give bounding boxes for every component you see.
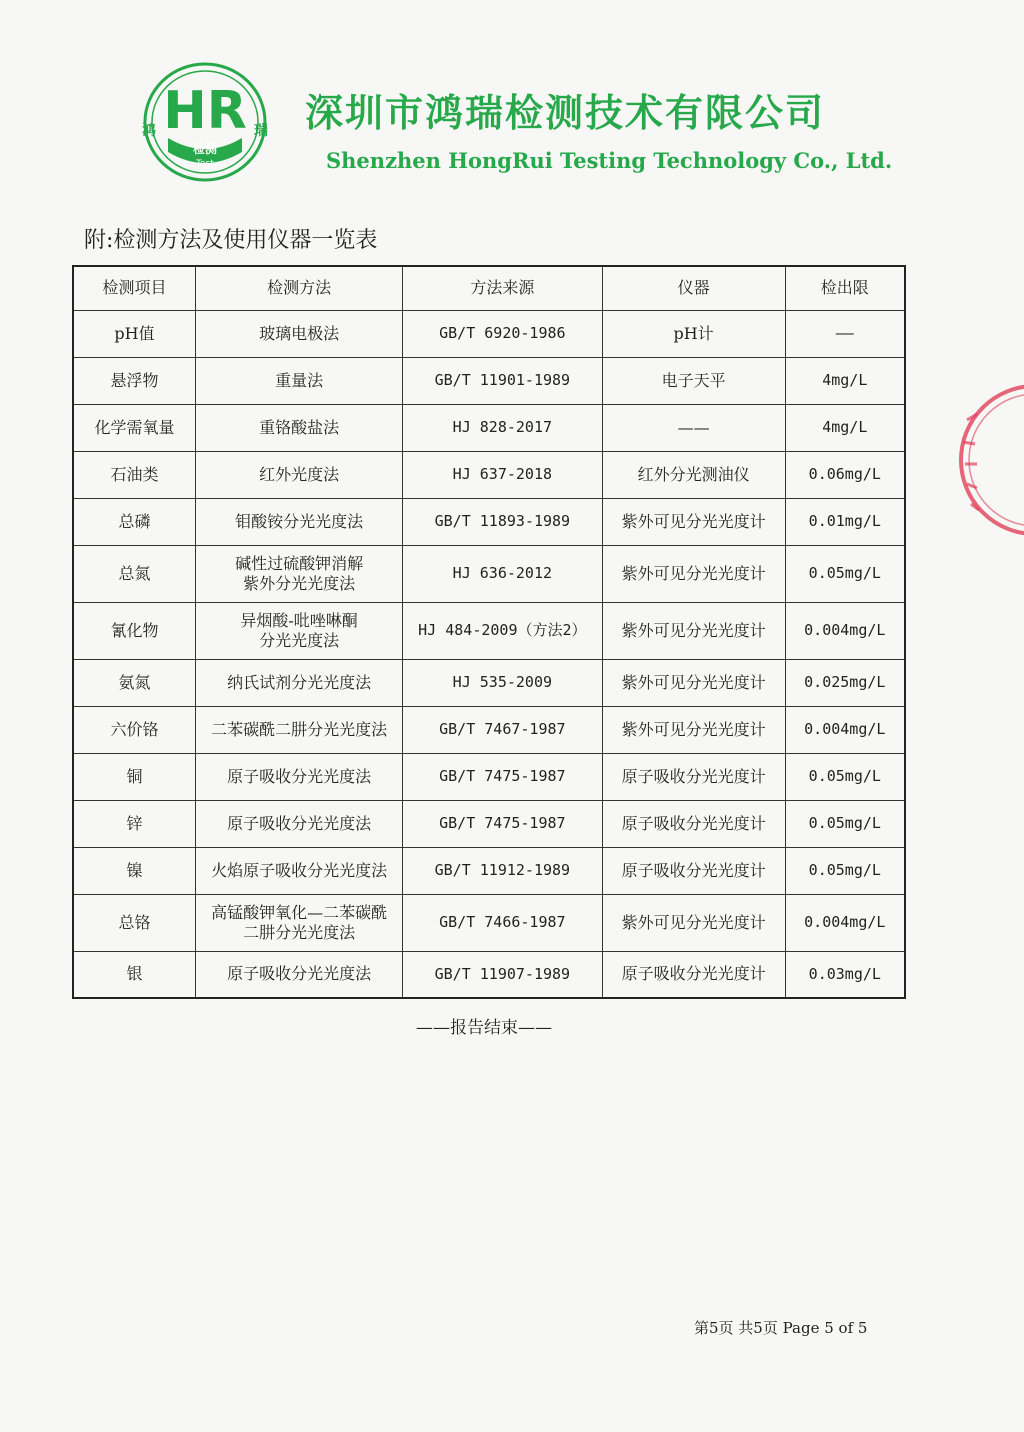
company-name-cn: 深圳市鸿瑞检测技术有限公司 [305, 91, 826, 135]
cell-method: 重量法 [196, 357, 403, 404]
cell-source: GB/T 7475-1987 [403, 800, 602, 847]
company-logo [130, 60, 280, 185]
cell-limit: 4mg/L [785, 357, 905, 404]
table-row [73, 706, 905, 753]
cell-item: 石油类 [73, 451, 196, 498]
company-name-en: Shenzhen HongRui Testing Technology Co., Ltd. [326, 148, 893, 173]
cell-instrument: 原子吸收分光光度计 [602, 753, 785, 800]
table-header-row [73, 266, 905, 310]
cell-source: GB/T 11901-1989 [403, 357, 602, 404]
cell-limit: 0.05mg/L [785, 800, 905, 847]
cell-source: GB/T 7466-1987 [403, 894, 602, 951]
cell-limit: 0.004mg/L [785, 894, 905, 951]
table-row [73, 404, 905, 451]
methods-table [72, 265, 906, 999]
cell-method: 玻璃电极法 [196, 310, 403, 357]
cell-item: 银 [73, 951, 196, 998]
table-row [73, 894, 905, 951]
cell-source: GB/T 11907-1989 [403, 951, 602, 998]
cell-method: 原子吸收分光光度法 [196, 951, 403, 998]
table-row [73, 357, 905, 404]
cell-instrument: 原子吸收分光光度计 [602, 800, 785, 847]
header-instrument: 仪器 [602, 266, 785, 310]
cell-source: HJ 535-2009 [403, 659, 602, 706]
table-row [73, 498, 905, 545]
table-row [73, 451, 905, 498]
report-end-note: ——报告结束—— [416, 1018, 552, 1038]
table-row [73, 659, 905, 706]
cell-instrument: 紫外可见分光光度计 [602, 602, 785, 659]
cell-instrument: 红外分光测油仪 [602, 451, 785, 498]
table-row [73, 545, 905, 602]
cell-limit: —— [785, 310, 905, 357]
cell-item: 镍 [73, 847, 196, 894]
table-row [73, 602, 905, 659]
cell-instrument: 紫外可见分光光度计 [602, 706, 785, 753]
table-row [73, 310, 905, 357]
cell-limit: 0.05mg/L [785, 545, 905, 602]
cell-source: GB/T 11893-1989 [403, 498, 602, 545]
cell-item: 六价铬 [73, 706, 196, 753]
appendix-title: 附:检测方法及使用仪器一览表 [84, 228, 378, 253]
logo-sub-cn: 检测 [192, 142, 218, 156]
cell-limit: 0.05mg/L [785, 753, 905, 800]
cell-instrument: 电子天平 [602, 357, 785, 404]
cell-method: 原子吸收分光光度法 [196, 800, 403, 847]
cell-limit: 0.05mg/L [785, 847, 905, 894]
cell-instrument: pH计 [602, 310, 785, 357]
cell-item: 氰化物 [73, 602, 196, 659]
cell-item: 氨氮 [73, 659, 196, 706]
cell-source: GB/T 6920-1986 [403, 310, 602, 357]
cell-method: 纳氏试剂分光光度法 [196, 659, 403, 706]
logo-left-char: 鸿 [142, 123, 156, 139]
table-row [73, 800, 905, 847]
header-method: 检测方法 [196, 266, 403, 310]
table-body [73, 310, 905, 998]
cell-item: 化学需氧量 [73, 404, 196, 451]
cell-instrument: —— [602, 404, 785, 451]
cell-limit: 4mg/L [785, 404, 905, 451]
cell-method: 钼酸铵分光光度法 [196, 498, 403, 545]
header-source: 方法来源 [403, 266, 602, 310]
cell-instrument: 紫外可见分光光度计 [602, 659, 785, 706]
cell-source: GB/T 7467-1987 [403, 706, 602, 753]
cell-source: GB/T 7475-1987 [403, 753, 602, 800]
cell-method: 二苯碳酰二肼分光光度法 [196, 706, 403, 753]
table-row [73, 951, 905, 998]
cell-method: 红外光度法 [196, 451, 403, 498]
table-row [73, 847, 905, 894]
cell-source: HJ 637-2018 [403, 451, 602, 498]
cell-item: 铜 [73, 753, 196, 800]
cell-limit: 0.03mg/L [785, 951, 905, 998]
cell-source: HJ 828-2017 [403, 404, 602, 451]
logo-sub-en: Test [196, 159, 214, 169]
cell-limit: 0.01mg/L [785, 498, 905, 545]
cell-item: 锌 [73, 800, 196, 847]
cell-instrument: 原子吸收分光光度计 [602, 951, 785, 998]
cell-instrument: 紫外可见分光光度计 [602, 545, 785, 602]
official-seal-stamp [945, 380, 1024, 540]
cell-method: 原子吸收分光光度法 [196, 753, 403, 800]
header-item: 检测项目 [73, 266, 196, 310]
cell-instrument: 紫外可见分光光度计 [602, 498, 785, 545]
cell-method: 高锰酸钾氧化—二苯碳酰 二肼分光光度法 [196, 894, 403, 951]
cell-limit: 0.025mg/L [785, 659, 905, 706]
cell-item: pH值 [73, 310, 196, 357]
cell-limit: 0.004mg/L [785, 602, 905, 659]
cell-limit: 0.004mg/L [785, 706, 905, 753]
cell-item: 总磷 [73, 498, 196, 545]
logo-right-char: 瑞 [254, 123, 268, 139]
cell-item: 悬浮物 [73, 357, 196, 404]
cell-method: 碱性过硫酸钾消解 紫外分光光度法 [196, 545, 403, 602]
cell-method: 重铬酸盐法 [196, 404, 403, 451]
cell-source: GB/T 11912-1989 [403, 847, 602, 894]
page-number: 第5页 共5页 Page 5 of 5 [694, 1319, 868, 1337]
cell-instrument: 紫外可见分光光度计 [602, 894, 785, 951]
logo-text: HR [163, 81, 247, 141]
table-row [73, 753, 905, 800]
cell-source: HJ 636-2012 [403, 545, 602, 602]
cell-instrument: 原子吸收分光光度计 [602, 847, 785, 894]
cell-item: 总氮 [73, 545, 196, 602]
cell-method: 火焰原子吸收分光光度法 [196, 847, 403, 894]
cell-source: HJ 484-2009（方法2） [403, 602, 602, 659]
cell-limit: 0.06mg/L [785, 451, 905, 498]
cell-method: 异烟酸-吡唑啉酮 分光光度法 [196, 602, 403, 659]
header-limit: 检出限 [785, 266, 905, 310]
cell-item: 总铬 [73, 894, 196, 951]
